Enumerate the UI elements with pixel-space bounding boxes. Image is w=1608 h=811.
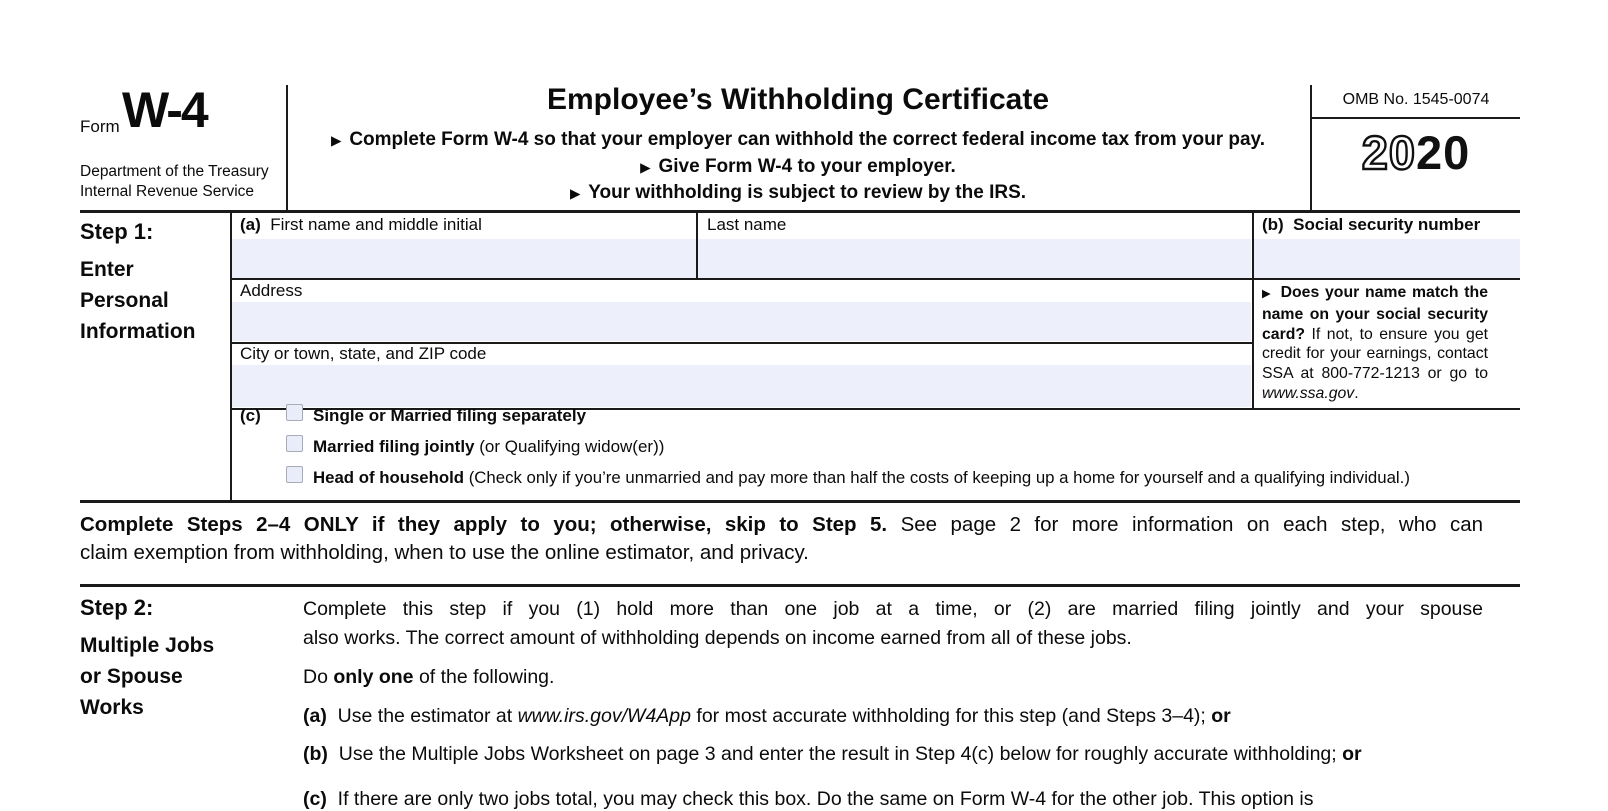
address-input[interactable] xyxy=(232,302,1251,341)
form-title: Employee’s Withholding Certificate xyxy=(546,83,1050,116)
filing-status-married-jointly-checkbox[interactable] xyxy=(286,435,303,452)
ssn-input[interactable] xyxy=(1254,239,1520,278)
dept-line-2: Internal Revenue Service xyxy=(80,183,255,200)
instruction-bullet-2: ▶ Give Form W-4 to your employer. xyxy=(640,156,956,177)
divider-header-bottom xyxy=(80,210,1520,213)
city-input[interactable] xyxy=(232,365,1251,407)
step2-subtitle-line3: Works xyxy=(80,696,144,719)
first-name-label: (a) First name and middle initial xyxy=(240,215,482,234)
last-name-label: Last name xyxy=(707,215,787,234)
steps-2-4-notice-line2: claim exemption from withholding, when to use the online estimator, and privacy. xyxy=(80,541,809,564)
instruction-bullet-3: ▶ Your withholding is subject to review by the IRS. xyxy=(569,182,1027,203)
form-word: Form xyxy=(80,117,120,136)
filing-status-single-checkbox[interactable] xyxy=(286,404,303,421)
ssa-note-line: credit for your earnings, contact xyxy=(1262,345,1488,363)
divider-omb xyxy=(1311,117,1520,119)
address-label: Address xyxy=(240,281,303,300)
divider-step1-bottom xyxy=(80,500,1520,503)
step2-title: Step 2: xyxy=(80,595,154,620)
last-name-input[interactable] xyxy=(698,239,1251,278)
ssa-note-line: www.ssa.gov. xyxy=(1262,384,1359,402)
step2-subtitle-line2: or Spouse xyxy=(80,665,183,688)
first-name-input[interactable] xyxy=(232,239,696,278)
step2-intro-line1: Complete this step if you (1) hold more than one job at a time, or (2) are married filing jointly and your spouse xyxy=(303,598,1483,620)
tax-year xyxy=(1312,127,1520,179)
divider-ssn-col xyxy=(1252,210,1254,409)
ssa-note-line: name on your social security xyxy=(1262,305,1488,323)
ssn-label: (b) Social security number xyxy=(1262,215,1481,234)
filing-status-head-of-household-checkbox[interactable] xyxy=(286,466,303,483)
filing-status-married-jointly-label: Married filing jointly (or Qualifying widow(er)) xyxy=(313,437,665,456)
ssa-note-line: SSA at 800-772-1213 or go to xyxy=(1262,365,1488,383)
divider-row1-bottom xyxy=(231,278,1520,280)
step1-title: Step 1: xyxy=(80,219,154,244)
ssa-note-line: ▶ Does your name match the xyxy=(1262,284,1488,301)
steps-2-4-notice-line1: Complete Steps 2–4 ONLY if they apply to you; otherwise, skip to Step 5. See page 2 for more information on each step, who can xyxy=(80,513,1484,536)
filing-status-single-label: Single or Married filing separately xyxy=(313,406,587,425)
step2-do-only-one-line: Do only one of the following. xyxy=(303,666,555,688)
step2-option-b: (b) Use the Multiple Jobs Worksheet on page 3 and enter the result in Step 4(c) below for roughly accurate withholding; or xyxy=(303,743,1362,765)
city-label: City or town, state, and ZIP code xyxy=(240,344,487,363)
ssa-name-match-note xyxy=(1262,283,1488,404)
tax-year-outline: 20 xyxy=(1361,126,1416,179)
step1-subtitle-line3: Information xyxy=(80,320,196,343)
step2-intro-line2: also works. The correct amount of withholding depends on income earned from all of these jobs. xyxy=(303,627,1132,649)
divider-step2-top xyxy=(80,584,1520,587)
ssa-note-line: card? If not, to ensure you get xyxy=(1262,325,1488,343)
filing-status-c-label: (c) xyxy=(240,406,261,425)
filing-status-head-of-household-label: Head of household (Check only if you’re unmarried and pay more than half the costs of keeping up a home for yourself and a qualifying individual.) xyxy=(313,468,1410,487)
step1-subtitle-line2: Personal xyxy=(80,289,169,312)
omb-number: OMB No. 1545-0074 xyxy=(1342,91,1490,108)
instruction-bullet-1: ▶ Complete Form W-4 so that your employer can withhold the correct federal income tax from your pay. xyxy=(331,129,1265,150)
step2-option-c: (c) If there are only two jobs total, you may check this box. Do the same on Form W-4 for the other job. This option is xyxy=(303,788,1314,810)
step2-option-a: (a) Use the estimator at www.irs.gov/W4App for most accurate withholding for this step (and Steps 3–4); or xyxy=(303,705,1231,727)
step1-subtitle-line1: Enter xyxy=(80,258,134,281)
divider-name-cols xyxy=(696,210,698,279)
tax-year-solid: 20 xyxy=(1416,126,1471,179)
form-number: W-4 xyxy=(122,82,207,138)
dept-line-1: Department of the Treasury xyxy=(80,163,269,180)
step2-subtitle-line1: Multiple Jobs xyxy=(80,634,215,657)
